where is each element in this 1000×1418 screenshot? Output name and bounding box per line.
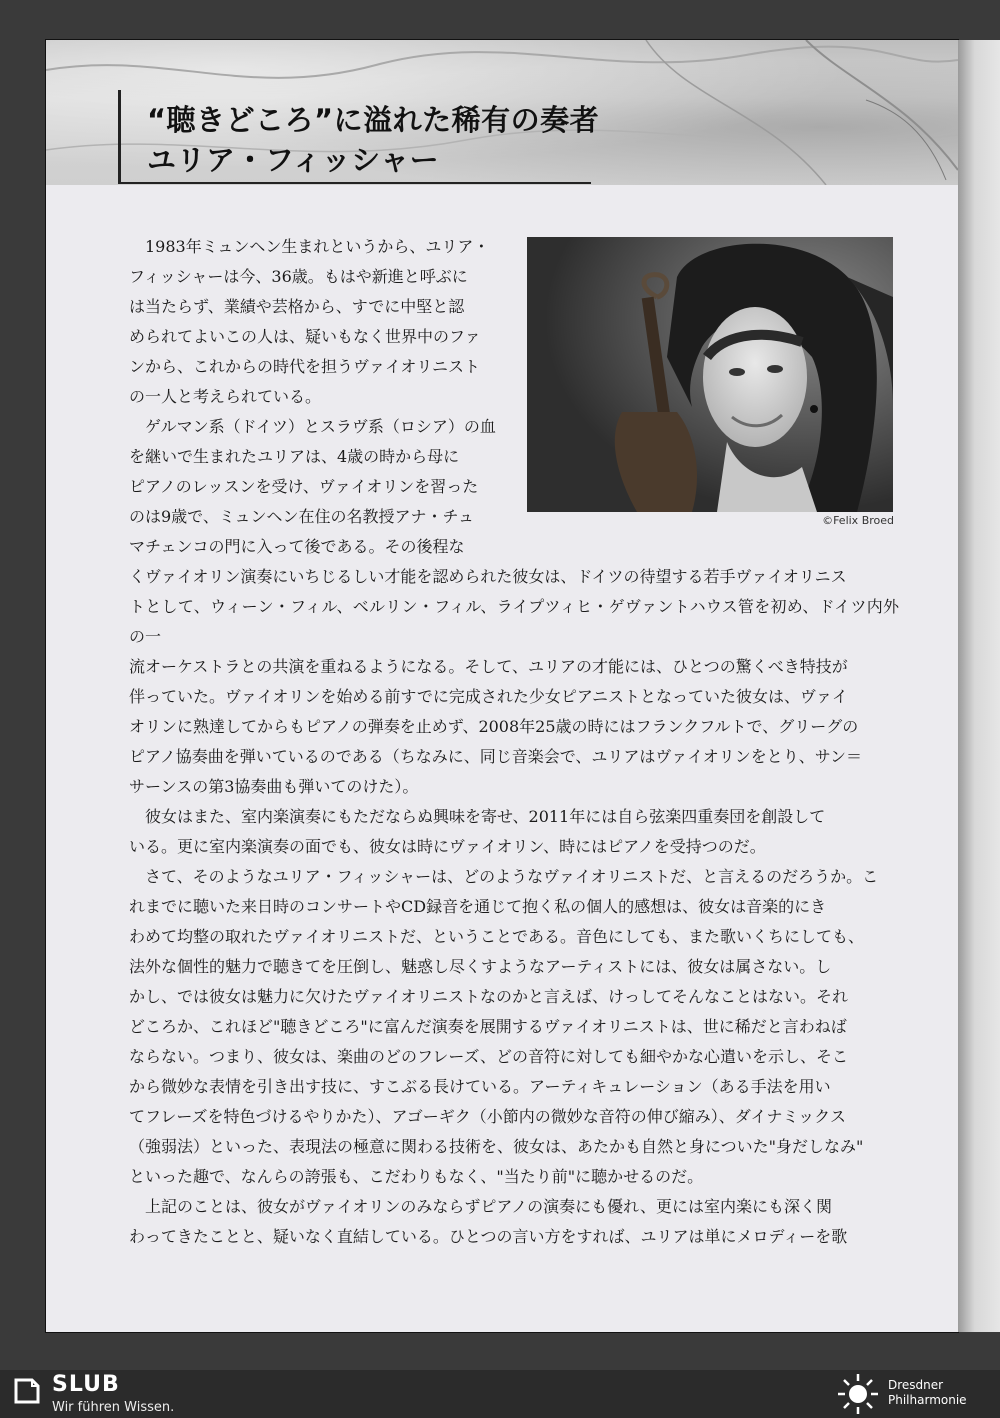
title-box [118,90,600,184]
paragraph-5 [129,1192,899,1252]
text-line: ならない。つまり、彼女は、楽曲のどのフレーズ、どの音符に対しても細やかな心遣いを示し、そこ [129,1047,849,1066]
dp-line-1: Dresdner [888,1378,944,1392]
text-line: ピアノのレッスンを受け、ヴァイオリンを習った [129,477,479,496]
dresdner-philharmonie-logo-icon [836,1372,880,1416]
text-line: は当たらず、業績や芸格から、すでに中堅と認 [129,297,465,316]
text-line: かし、では彼女は魅力に欠けたヴァイオリニストなのかと言えば、けっしてそんなことはない。それ [129,987,849,1006]
text-line: フィッシャーは今、36歳。もはや新進と呼ぶに [129,267,468,286]
text-line: マチェンコの門に入って後である。その後程な [129,537,465,556]
slub-name: SLUB [52,1372,120,1397]
text-line: の一人と考えられている。 [129,387,322,406]
text-line: てフレーズを特色づけるやりかた）、アゴーギク（小節内の微妙な音符の伸び縮み）、ダイナミックス [129,1107,846,1126]
text-line: ゲルマン系（ドイツ）とスラヴ系（ロシア）の血 [145,417,496,436]
text-line: ンから、これからの時代を担うヴァイオリニスト [129,357,481,376]
text-line: いる。更に室内楽演奏の面でも、彼女は時にヴァイオリン、時にはピアノを受持つのだ。 [129,837,766,856]
text-line: 伴っていた。ヴァイオリンを始める前すでに完成された少女ピアニストとなっていた彼女は、ヴァイ [129,687,848,706]
text-line: どころか、これほど"聴きどころ"に富んだ演奏を展開するヴァイオリニストは、世に稀だと言わねば [129,1017,847,1036]
text-line: オリンに熟達してからもピアノの弾奏を止めず、2008年25歳の時にはフランクフルトで、グリーグの [129,717,859,736]
paragraph-2-narrow [129,412,501,562]
slub-tagline: Wir führen Wissen. [52,1400,175,1415]
next-page-edge [958,40,1000,1332]
text-line: れまでに聴いた来日時のコンサートやCD録音を通じて抱く私の個人的感想は、彼女は音楽的にき [129,897,827,916]
text-line: わめて均整の取れたヴァイオリニストだ、ということである。音色にしても、また歌いくちにしても、 [129,927,865,946]
article-subtitle: ユリア・フィッシャー [147,143,440,177]
text-line: サーンスの第3協奏曲も弾いてのけた）。 [129,777,419,796]
text-line: を継いで生まれたユリアは、4歳の時から母に [129,447,460,466]
header-band [46,40,958,185]
text-line: くヴァイオリン演奏にいちじるしい才能を認められた彼女は、ドイツの待望する若手ヴァイオリニス [129,567,847,586]
slub-logo-icon [12,1375,42,1405]
paragraph-1 [129,232,501,412]
dp-line-2: Philharmonie [888,1393,967,1407]
dresdner-philharmonie-name [888,1378,967,1408]
text-line: 上記のことは、彼女がヴァイオリンのみならずピアノの演奏にも優れ、更には室内楽にも深く関 [145,1197,833,1216]
text-line: から微妙な表情を引き出す技に、すこぶる長けている。アーティキュレーション（ある手法を用い [129,1077,831,1096]
text-line: 彼女はまた、室内楽演奏にもただならぬ興味を寄せ、2011年には自ら弦楽四重奏団を創設して [145,807,826,826]
text-line: 1983年ミュンヘン生まれというから、ユリア・ [145,237,490,256]
paragraph-4 [129,862,899,1192]
text-line: わってきたことと、疑いなく直結している。ひとつの言い方をすれば、ユリアは単にメロディーを歌 [129,1227,848,1246]
article-title: “聴きどころ”に溢れた稀有の奏者 [147,103,600,137]
text-line: といった趣で、なんらの誇張も、こだわりもなく、"当たり前"に聴かせるのだ。 [129,1167,704,1186]
article-body [129,232,899,1252]
text-line: 法外な個性的魅力で聴きてを圧倒し、魅惑し尽くすようなアーティストには、彼女は属さない。し [129,957,832,976]
paragraph-3 [129,802,899,862]
magazine-page [46,40,958,1332]
photo-credit: ©Felix Broed [822,514,894,527]
text-line: さて、そのようなユリア・フィッシャーは、どのようなヴァイオリニストだ、と言えるのだろうか。こ [145,867,879,886]
text-line: ピアノ協奏曲を弾いているのである（ちなみに、同じ音楽会で、ユリアはヴァイオリンをとり、サン＝ [129,747,862,766]
text-line: （強弱法）といった、表現法の極意に関わる技術を、彼女は、あたかも自然と身についた"身だしなみ" [129,1137,864,1156]
text-line: トとして、ウィーン・フィル、ベルリン・フィル、ライプツィヒ・ゲヴァントハウス管を初め、ドイツ内外の一 [129,597,899,646]
text-line: のは9歳で、ミュンヘン在住の名教授アナ・チュ [129,507,475,526]
text-line: 流オーケストラとの共演を重ねるようになる。そして、ユリアの才能には、ひとつの驚くべき特技が [129,657,848,676]
text-line: められてよいこの人は、疑いもなく世界中のファ [129,327,481,346]
paragraph-2-wide [129,562,899,802]
